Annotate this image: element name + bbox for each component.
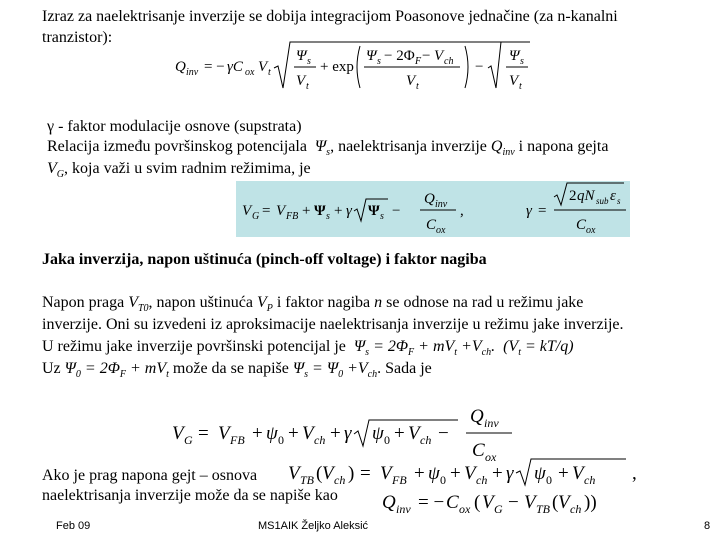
svg-text:s: s	[520, 56, 524, 67]
footer-course: MS1AIK Željko Aleksić	[258, 520, 369, 532]
symbol-qinv: $Q_{inv}$	[490, 138, 515, 159]
svg-text:ψ: ψ	[372, 423, 384, 444]
svg-text:inv: inv	[186, 67, 199, 78]
svg-text:Ψ: Ψ	[314, 203, 326, 219]
formula-psi-0: $\Psi_0 = 2\Phi_F + mV_t$	[64, 360, 169, 381]
svg-text:+: +	[414, 463, 425, 484]
svg-text:+: +	[450, 463, 461, 484]
svg-text:V: V	[434, 48, 444, 64]
svg-text:ch: ch	[334, 473, 346, 487]
svg-text:sub: sub	[596, 196, 609, 206]
intro-line-1: Izraz za naelektrisanje inverzije se dobija integracijom Poasonove jednačine (za n-kanalni	[42, 8, 618, 25]
svg-text:γ: γ	[344, 423, 352, 444]
svg-text:+: +	[252, 423, 263, 444]
svg-text:s: s	[617, 196, 621, 206]
svg-text:C: C	[446, 492, 459, 513]
equation-vg-strong	[166, 398, 526, 462]
svg-text:G: G	[252, 211, 260, 222]
svg-text:+: +	[558, 463, 569, 484]
svg-text:qN: qN	[577, 188, 595, 204]
svg-text:Ψ: Ψ	[368, 203, 380, 219]
para-text-h: . Sada je	[377, 360, 432, 377]
svg-text:ε: ε	[610, 188, 616, 204]
svg-text:ch: ch	[420, 433, 432, 447]
formula-psi-s-2: $\Psi_s = \Psi_0 +V_{ch}$	[292, 360, 378, 381]
svg-text:V: V	[322, 463, 334, 484]
svg-text:V: V	[572, 463, 584, 484]
svg-text:γ: γ	[506, 463, 514, 484]
svg-text:t: t	[268, 67, 271, 78]
svg-text:,: ,	[460, 203, 464, 219]
svg-text:G: G	[184, 433, 193, 447]
svg-text:t: t	[519, 81, 522, 92]
para-text-c: i faktor nagiba	[276, 294, 371, 311]
svg-text:ψ: ψ	[266, 423, 278, 444]
svg-text:ch: ch	[570, 502, 582, 516]
relation-text-a: Relacija između površinskog potencijala	[47, 138, 307, 155]
svg-text:= −: = −	[418, 492, 445, 513]
svg-text:F: F	[415, 56, 422, 67]
svg-text:0: 0	[440, 473, 446, 487]
gamma-definition: γ - faktor modulacije osnove (supstrata)	[47, 118, 302, 135]
svg-text:(: (	[316, 463, 323, 484]
formula-psi-s: $\Psi_s = 2\Phi_F + mV_t +V_{ch}$. $(V_t = kT/q)$	[349, 338, 574, 359]
svg-text:−: −	[475, 59, 484, 75]
svg-text:ox: ox	[459, 502, 471, 516]
relation-text-d: , koja važi u svim radnim režimima, je	[64, 160, 311, 177]
svg-text:+: +	[302, 203, 311, 219]
symbol-psi-s: $\Psi_s$	[310, 138, 331, 159]
symbol-vt0: $V_{T0}$	[128, 294, 149, 315]
svg-text:V: V	[482, 492, 494, 513]
svg-text:TB: TB	[536, 502, 551, 516]
svg-text:s: s	[380, 211, 384, 222]
svg-text:+: +	[330, 423, 341, 444]
svg-text:−: −	[422, 48, 431, 64]
para-text-d: se odnose na rad u režimu jake	[386, 294, 584, 311]
svg-text:0: 0	[384, 433, 390, 447]
svg-text:V: V	[302, 423, 314, 444]
svg-text:=: =	[198, 423, 209, 444]
svg-text:Ψ: Ψ	[366, 48, 377, 64]
intro-line-2: tranzistor):	[42, 29, 113, 46]
svg-text:−: −	[392, 203, 401, 219]
svg-text:Ψ: Ψ	[296, 48, 307, 64]
svg-text:ox: ox	[586, 225, 596, 236]
bottom-line-1: Ako je prag napona gejt – osnova	[42, 467, 258, 484]
svg-text:V: V	[408, 423, 420, 444]
svg-text:)): ))	[584, 492, 597, 513]
para-text-a: Napon praga	[42, 294, 125, 311]
svg-text:TB: TB	[300, 473, 315, 487]
page-number: 8	[704, 520, 711, 532]
equation-qinv	[170, 38, 542, 94]
svg-text:C: C	[426, 217, 437, 233]
svg-text:C: C	[472, 440, 485, 461]
para-line-2: inverzije. Oni su izvedeni iz aproksimacije naelektrisanja inverzije u režimu jake inverzije.	[42, 316, 624, 333]
svg-text:−: −	[438, 423, 449, 444]
svg-text:=: =	[360, 463, 371, 484]
svg-text:s: s	[326, 211, 330, 222]
svg-text:V: V	[558, 492, 570, 513]
svg-text:G: G	[494, 502, 503, 516]
svg-text:inv: inv	[435, 199, 448, 210]
svg-text:FB: FB	[230, 433, 245, 447]
svg-text:= −: = −	[204, 59, 225, 75]
symbol-vg: $V_G$	[47, 160, 65, 181]
svg-text:=: =	[262, 203, 271, 219]
svg-text:ψ: ψ	[534, 463, 546, 484]
svg-text:inv: inv	[484, 416, 499, 430]
svg-text:t: t	[416, 81, 419, 92]
svg-text:V: V	[380, 463, 392, 484]
svg-text:t: t	[306, 81, 309, 92]
svg-text:Q: Q	[470, 406, 484, 427]
para-text-f: Uz	[42, 360, 61, 377]
svg-text:Q: Q	[382, 492, 396, 513]
svg-text:0: 0	[278, 433, 284, 447]
svg-text:V: V	[464, 463, 476, 484]
svg-text:2: 2	[569, 188, 577, 204]
svg-text:γ: γ	[526, 203, 532, 219]
svg-text:−: −	[508, 492, 519, 513]
svg-text:+ exp: + exp	[320, 59, 354, 75]
svg-text:ch: ch	[476, 473, 488, 487]
section-heading: Jaka inverzija, napon uštinuća (pinch-off voltage) i faktor nagiba	[42, 251, 487, 268]
svg-text:s: s	[377, 56, 381, 67]
svg-text:ch: ch	[314, 433, 326, 447]
equation-qinv-strong	[380, 484, 636, 516]
svg-text:ch: ch	[444, 56, 454, 67]
svg-text:Q: Q	[424, 191, 435, 207]
svg-text:V: V	[242, 203, 252, 219]
svg-text:0: 0	[546, 473, 552, 487]
para-text-b: , napon uštinuća	[148, 294, 253, 311]
svg-text:ox: ox	[485, 450, 497, 462]
svg-text:(: (	[552, 492, 559, 513]
svg-text:V: V	[258, 59, 268, 75]
relation-text-b: , naelektrisanja inverzije	[330, 138, 487, 155]
equation-vtb	[286, 455, 642, 487]
svg-text:+: +	[334, 203, 343, 219]
svg-text:+: +	[288, 423, 299, 444]
svg-text:Q: Q	[175, 59, 186, 75]
footer-date: Feb 09	[56, 520, 91, 532]
symbol-vp: $V_P$	[256, 294, 273, 315]
svg-text:V: V	[172, 423, 184, 444]
svg-text:V: V	[524, 492, 536, 513]
para-text-e: U režimu jake inverzije površinski potencijal je	[42, 338, 346, 355]
svg-text:+: +	[492, 463, 503, 484]
equation-vg-gamma	[236, 181, 630, 237]
svg-text:ox: ox	[245, 67, 255, 78]
svg-text:C: C	[576, 217, 587, 233]
svg-text:ox: ox	[436, 225, 446, 236]
svg-text:γC: γC	[227, 59, 243, 75]
svg-text:FB: FB	[286, 211, 299, 222]
svg-text:V: V	[276, 203, 286, 219]
svg-text:V: V	[406, 73, 416, 89]
relation-text-c: i napona gejta	[518, 138, 609, 155]
svg-text:inv: inv	[396, 502, 411, 516]
para-line-4	[42, 359, 432, 384]
svg-text:γ: γ	[346, 203, 352, 219]
svg-text:ψ: ψ	[428, 463, 440, 484]
para-text-g: može da se napiše	[172, 360, 289, 377]
svg-text:): )	[348, 463, 355, 484]
svg-text:+: +	[394, 423, 405, 444]
svg-text:,: ,	[632, 463, 637, 484]
bottom-line-2: naelektrisanja inverzije može da se napiše kao	[42, 487, 338, 504]
svg-text:=: =	[538, 203, 547, 219]
symbol-n: n	[374, 294, 383, 311]
svg-text:V: V	[288, 463, 300, 484]
svg-text:− 2Φ: − 2Φ	[384, 48, 415, 64]
svg-text:s: s	[307, 56, 311, 67]
svg-text:(: (	[474, 492, 481, 513]
svg-text:Ψ: Ψ	[509, 48, 520, 64]
svg-text:V: V	[509, 73, 519, 89]
svg-text:FB: FB	[392, 473, 407, 487]
svg-text:V: V	[296, 73, 306, 89]
svg-text:V: V	[218, 423, 230, 444]
svg-text:ch: ch	[584, 473, 596, 487]
